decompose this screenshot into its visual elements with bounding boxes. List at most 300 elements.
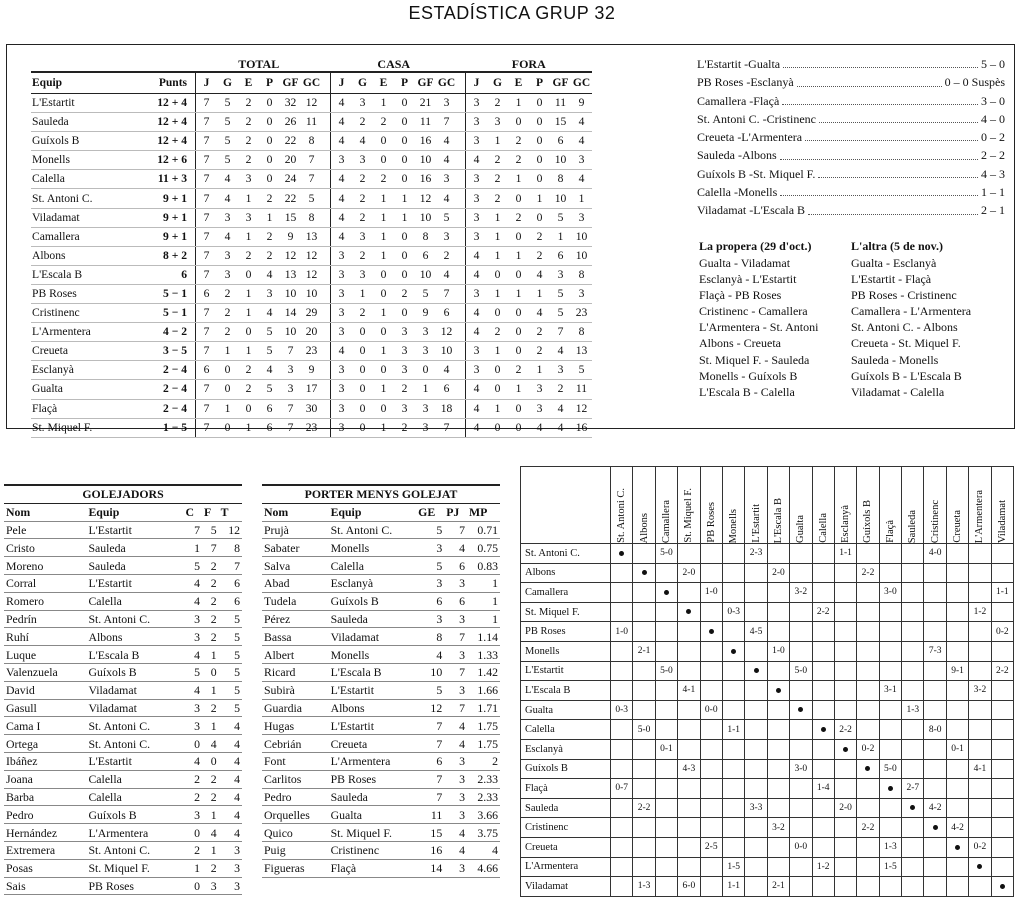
matrix-cell — [611, 563, 633, 583]
scorer-stat-f: 1 — [202, 717, 219, 735]
stat-home: 0 — [373, 323, 394, 342]
stat-total: 10 — [301, 284, 322, 303]
matrix-cell — [924, 661, 946, 681]
matrix-col-label: Monells — [728, 508, 740, 543]
diagonal-dot — [955, 845, 960, 850]
stat-away: 2 — [550, 380, 571, 399]
matrix-cell — [722, 798, 744, 818]
matrix-row-label: Monells — [521, 641, 611, 661]
stat-home: 3 — [436, 227, 457, 246]
col-gap — [457, 361, 466, 380]
matrix-cell — [857, 583, 879, 603]
keeper-stat-t: 1.42 — [467, 663, 500, 681]
matrix-cell — [722, 641, 744, 661]
scorer-player-team: St. Miquel F. — [86, 859, 183, 877]
stat-total: 8 — [301, 132, 322, 151]
stat-total: 7 — [196, 132, 218, 151]
matrix-cell: 1-2 — [812, 857, 834, 877]
keeper-player-name: Cebrián — [262, 735, 329, 753]
stat-away: 2 — [487, 189, 508, 208]
stat-total: 1 — [238, 342, 259, 361]
col-gap — [457, 323, 466, 342]
fixture-item: L'Escala B - Calella — [699, 384, 795, 399]
keeper-stat-t: 1 — [467, 574, 500, 592]
stat-home: 0 — [394, 265, 415, 284]
scorer-row — [4, 859, 242, 877]
matrix-cell: 2-5 — [700, 837, 722, 857]
matrix-cell: 4-5 — [745, 622, 767, 642]
stat-total: 5 — [259, 380, 280, 399]
matrix-cell — [700, 681, 722, 701]
matrix-cell — [924, 759, 946, 779]
standings-row — [31, 132, 592, 151]
matrix-cell — [991, 779, 1013, 799]
matrix-cell — [924, 877, 946, 897]
keeper-player-name: Puig — [262, 841, 329, 859]
result-row — [697, 128, 1005, 146]
stat-total: 12 — [301, 265, 322, 284]
keeper-row — [262, 663, 500, 681]
matrix-cell — [991, 798, 1013, 818]
matrix-cell: 4-1 — [678, 681, 700, 701]
matrix-cell — [991, 602, 1013, 622]
next-round-a-title: La propera (29 d'oct.) — [699, 239, 812, 253]
matrix-cell — [857, 681, 879, 701]
matrix-cell — [722, 544, 744, 564]
matrix-cell — [834, 622, 856, 642]
matrix-cell — [722, 563, 744, 583]
matrix-cell — [633, 563, 655, 583]
matrix-cell — [834, 739, 856, 759]
matrix-cell — [700, 759, 722, 779]
fixture-item: Gualta - Viladamat — [699, 256, 791, 270]
matrix-row — [521, 563, 1014, 583]
stat-away: 1 — [508, 94, 529, 113]
keeper-player-name: Prujà — [262, 521, 329, 539]
stat-away: 7 — [550, 323, 571, 342]
stat-total: 7 — [196, 227, 218, 246]
stat-home: 3 — [331, 380, 353, 399]
diagonal-dot — [731, 649, 736, 654]
keeper-stat-t: 2 — [467, 752, 500, 770]
keeper-stat-f: 7 — [444, 663, 467, 681]
matrix-cell — [946, 720, 968, 740]
stat-away: 4 — [466, 323, 488, 342]
matrix-cell — [812, 877, 834, 897]
matrix-cell — [902, 798, 924, 818]
matrix-cell — [722, 681, 744, 701]
keeper-stat-f: 4 — [444, 824, 467, 842]
stat-total: 15 — [280, 208, 301, 227]
scorer-player-team: Calella — [86, 788, 183, 806]
scorer-player-team: St. Antoni C. — [86, 841, 183, 859]
matrix-cell — [700, 720, 722, 740]
stat-away: 1 — [529, 189, 550, 208]
stat-away: 4 — [550, 399, 571, 418]
matrix-row-label: L'Estartit — [521, 661, 611, 681]
keeper-stat-t: 1.75 — [467, 717, 500, 735]
stat-home: 4 — [331, 227, 353, 246]
stat-home: 0 — [352, 361, 373, 380]
scorer-stat-c: 3 — [183, 717, 202, 735]
keeper-player-team: Guíxols B — [329, 592, 417, 610]
matrix-cell — [655, 622, 677, 642]
stat-total: 0 — [259, 170, 280, 189]
scorer-col-equip: Equip — [86, 503, 183, 521]
keeper-stat-t: 1.75 — [467, 735, 500, 753]
matrix-cell — [678, 602, 700, 622]
keeper-player-team: St. Antoni C. — [329, 521, 417, 539]
stat-away: 4 — [529, 418, 550, 437]
stat-total: 4 — [259, 304, 280, 323]
matrix-cell — [946, 877, 968, 897]
matrix-cell — [700, 622, 722, 642]
keeper-player-team: Sauleda — [329, 610, 417, 628]
stat-total: 0 — [259, 151, 280, 170]
team-name: Gualta — [31, 380, 138, 399]
diagonal-dot — [798, 707, 803, 712]
matrix-row — [521, 583, 1014, 603]
stat-home: 1 — [415, 380, 436, 399]
result-row — [697, 92, 1005, 110]
matrix-cell — [902, 563, 924, 583]
matrix-cell — [633, 661, 655, 681]
matrix-cell: 1-5 — [879, 857, 901, 877]
col-gap — [457, 265, 466, 284]
matrix-cell — [655, 700, 677, 720]
scorer-stat-f: 2 — [202, 610, 219, 628]
stat-home: 1 — [373, 94, 394, 113]
stat-home: 4 — [331, 132, 353, 151]
matrix-cell — [700, 641, 722, 661]
matrix-cell — [655, 857, 677, 877]
stat-away: 5 — [571, 361, 592, 380]
result-score: 1 – 1 — [981, 185, 1005, 200]
stat-away: 1 — [487, 246, 508, 265]
matrix-row — [521, 798, 1014, 818]
stat-away: 1 — [571, 189, 592, 208]
stat-home: 2 — [352, 304, 373, 323]
diagonal-dot — [821, 727, 826, 732]
matrix-cell — [857, 857, 879, 877]
stat-away: 0 — [529, 113, 550, 132]
stat-total: 7 — [196, 380, 218, 399]
stat-total: 32 — [280, 94, 301, 113]
matrix-row — [521, 857, 1014, 877]
stat-home: 7 — [436, 284, 457, 303]
stat-away: 4 — [550, 342, 571, 361]
stat-total: 7 — [196, 323, 218, 342]
fixture-item: Gualta - Esclanyà — [851, 256, 937, 270]
matrix-cell — [611, 837, 633, 857]
col-gap — [322, 170, 331, 189]
scorer-stat-f: 1 — [202, 681, 219, 699]
matrix-cell — [857, 602, 879, 622]
stat-away: 6 — [550, 246, 571, 265]
matrix-cell — [745, 700, 767, 720]
matrix-cell — [678, 837, 700, 857]
stat-total: 1 — [217, 399, 238, 418]
leader-dots — [797, 73, 942, 86]
stat-total: 2 — [259, 189, 280, 208]
keeper-player-team: Flaçà — [329, 859, 417, 877]
col-gap — [322, 418, 331, 437]
stat-total: 3 — [280, 380, 301, 399]
matrix-col-header — [991, 467, 1013, 544]
keeper-row — [262, 681, 500, 699]
stat-away: 2 — [529, 323, 550, 342]
col-gap — [457, 399, 466, 418]
stat-home: 0 — [394, 227, 415, 246]
matrix-cell — [790, 700, 812, 720]
col-gap — [322, 246, 331, 265]
matrix-row — [521, 602, 1014, 622]
matrix-cell — [902, 739, 924, 759]
stat-away: 0 — [487, 361, 508, 380]
matrix-cell — [946, 857, 968, 877]
scorer-stat-f: 2 — [202, 574, 219, 592]
scorer-stat-t: 3 — [219, 841, 242, 859]
stat-total: 9 — [280, 227, 301, 246]
stat-total: 8 — [301, 208, 322, 227]
keeper-stat-f: 7 — [444, 521, 467, 539]
matrix-cell — [678, 583, 700, 603]
keeper-row — [262, 521, 500, 539]
keeper-stat-f: 3 — [444, 574, 467, 592]
keeper-stat-f: 6 — [444, 592, 467, 610]
matrix-cell — [969, 779, 991, 799]
matrix-cell — [969, 661, 991, 681]
scorer-player-name: Ortega — [4, 735, 86, 753]
scorer-player-team: Viladamat — [86, 681, 183, 699]
scorer-player-name: Gasull — [4, 699, 86, 717]
matrix-cell — [834, 563, 856, 583]
matrix-cell — [745, 563, 767, 583]
keeper-stat-f: 3 — [444, 806, 467, 824]
matrix-cell — [834, 837, 856, 857]
matrix-cell: 2-0 — [678, 563, 700, 583]
keeper-row — [262, 788, 500, 806]
scorer-stat-t: 4 — [219, 788, 242, 806]
matrix-row-label: St. Miquel F. — [521, 602, 611, 622]
stat-total: 4 — [217, 227, 238, 246]
matrix-cell — [700, 544, 722, 564]
stat-away: 4 — [466, 151, 488, 170]
keeper-player-team: L'Estartit — [329, 681, 417, 699]
scorer-stat-f: 4 — [202, 735, 219, 753]
diagonal-dot — [619, 551, 624, 556]
matrix-cell — [790, 720, 812, 740]
matrix-cell — [655, 602, 677, 622]
keeper-player-name: Abad — [262, 574, 329, 592]
matrix-cell — [969, 857, 991, 877]
team-name: L'Escala B — [31, 265, 138, 284]
stat-total: 7 — [196, 304, 218, 323]
matrix-row-label: Creueta — [521, 837, 611, 857]
scorer-row — [4, 539, 242, 557]
keeper-stat-t: 4.66 — [467, 859, 500, 877]
diagonal-dot — [977, 864, 982, 869]
keeper-player-team: Creueta — [329, 735, 417, 753]
matrix-cell — [857, 798, 879, 818]
stat-total: 7 — [301, 170, 322, 189]
stat-home: 0 — [373, 265, 394, 284]
matrix-cell — [633, 818, 655, 838]
matrix-cell — [812, 759, 834, 779]
matrix-cell: 5-0 — [633, 720, 655, 740]
col-gap — [322, 151, 331, 170]
scorer-stat-c: 5 — [183, 663, 202, 681]
matrix-cell — [969, 622, 991, 642]
matrix-row-label: Albons — [521, 563, 611, 583]
keeper-stat-f: 6 — [444, 557, 467, 575]
fixture-item: Albons - Creueta — [699, 336, 781, 351]
col-away-j: J — [466, 72, 488, 94]
team-name: Camallera — [31, 227, 138, 246]
stat-away: 3 — [466, 342, 488, 361]
scorer-stat-f: 1 — [202, 646, 219, 664]
stat-home: 4 — [436, 265, 457, 284]
stat-total: 2 — [238, 380, 259, 399]
matrix-cell — [857, 877, 879, 897]
keeper-player-name: Font — [262, 752, 329, 770]
fixture-item: Monells - Guíxols B — [699, 368, 798, 383]
matrix-corner — [521, 467, 611, 544]
matrix-cell: 4-2 — [924, 798, 946, 818]
matrix-row — [521, 759, 1014, 779]
stat-away: 8 — [571, 323, 592, 342]
keeper-stat-t: 0.83 — [467, 557, 500, 575]
fixture-item: Esclanyà - L'Estartit — [699, 272, 797, 287]
stat-total: 7 — [196, 342, 218, 361]
matrix-cell — [678, 641, 700, 661]
matrix-cell — [633, 837, 655, 857]
matrix-cell — [991, 563, 1013, 583]
diagonal-dot — [686, 609, 691, 614]
matrix-row-label: Esclanyà — [521, 739, 611, 759]
stat-total: 3 — [280, 361, 301, 380]
col-gap — [457, 132, 466, 151]
stat-total: 7 — [280, 418, 301, 437]
col-home-p: P — [394, 72, 415, 94]
keeper-stat-f: 7 — [444, 628, 467, 646]
matrix-cell: 2-3 — [745, 544, 767, 564]
col-gap — [457, 189, 466, 208]
keeper-stat-c: 12 — [416, 699, 444, 717]
stat-total: 6 — [259, 399, 280, 418]
scorer-player-team: L'Armentera — [86, 824, 183, 842]
matrix-cell — [767, 720, 789, 740]
matrix-cell — [902, 877, 924, 897]
keeper-player-team: L'Armentera — [329, 752, 417, 770]
matrix-cell — [969, 818, 991, 838]
scorer-player-name: Ibáñez — [4, 752, 86, 770]
matrix-cell — [700, 798, 722, 818]
keeper-player-name: Figueras — [262, 859, 329, 877]
keeper-player-name: Guardia — [262, 699, 329, 717]
stat-total: 7 — [196, 265, 218, 284]
keeper-stat-c: 3 — [416, 574, 444, 592]
stat-home: 3 — [394, 361, 415, 380]
scorer-row — [4, 610, 242, 628]
stat-home: 3 — [331, 246, 353, 265]
stat-total: 7 — [196, 170, 218, 189]
stat-away: 3 — [466, 284, 488, 303]
matrix-cell — [991, 720, 1013, 740]
matrix-col-header — [767, 467, 789, 544]
keeper-stat-f: 4 — [444, 735, 467, 753]
stat-total: 14 — [280, 304, 301, 323]
stat-home: 5 — [415, 284, 436, 303]
matrix-cell — [767, 798, 789, 818]
keeper-stat-c: 7 — [416, 735, 444, 753]
matrix-cell — [633, 700, 655, 720]
stat-total: 0 — [217, 418, 238, 437]
stat-home: 1 — [352, 284, 373, 303]
matrix-cell — [946, 622, 968, 642]
stat-away: 10 — [550, 189, 571, 208]
stat-home: 12 — [415, 189, 436, 208]
matrix-cell — [924, 837, 946, 857]
scorer-stat-c: 1 — [183, 539, 202, 557]
standings-row — [31, 342, 592, 361]
matrix-row-label: Viladamat — [521, 877, 611, 897]
keeper-row — [262, 610, 500, 628]
stat-away: 3 — [529, 380, 550, 399]
keeper-row — [262, 717, 500, 735]
scorer-row — [4, 717, 242, 735]
stat-home: 2 — [373, 113, 394, 132]
keeper-player-name: Sabater — [262, 539, 329, 557]
col-total-gf: GF — [280, 72, 301, 94]
matrix-cell — [879, 544, 901, 564]
team-name: L'Armentera — [31, 323, 138, 342]
matrix-cell — [812, 661, 834, 681]
stat-home: 0 — [352, 342, 373, 361]
stat-home: 3 — [331, 323, 353, 342]
col-away-gc: GC — [571, 72, 592, 94]
next-round-b-title: L'altra (5 de nov.) — [851, 239, 943, 253]
matrix-row-label: Gualta — [521, 700, 611, 720]
stat-away: 4 — [571, 170, 592, 189]
matrix-cell: 4-1 — [969, 759, 991, 779]
col-home-gc: GC — [436, 72, 457, 94]
stat-away: 1 — [529, 361, 550, 380]
matrix-col-label: Flaçà — [884, 520, 896, 543]
matrix-cell — [611, 739, 633, 759]
scorer-player-team: L'Estartit — [86, 752, 183, 770]
keeper-player-team: L'Estartit — [329, 717, 417, 735]
stat-home: 2 — [394, 418, 415, 437]
stat-away: 0 — [508, 227, 529, 246]
matrix-cell — [611, 544, 633, 564]
stat-away: 1 — [487, 284, 508, 303]
scorer-col-f: F — [202, 503, 219, 521]
keeper-stat-c: 14 — [416, 859, 444, 877]
matrix-cell — [767, 837, 789, 857]
matrix-cell — [767, 857, 789, 877]
matrix-cell — [902, 661, 924, 681]
matrix-cell — [879, 641, 901, 661]
stat-total: 2 — [259, 246, 280, 265]
scorer-row — [4, 770, 242, 788]
matrix-cell — [745, 857, 767, 877]
keeper-stat-c: 6 — [416, 592, 444, 610]
matrix-cell — [790, 818, 812, 838]
keeper-stat-t: 1.33 — [467, 646, 500, 664]
keeper-stat-c: 10 — [416, 663, 444, 681]
stat-away: 6 — [550, 132, 571, 151]
